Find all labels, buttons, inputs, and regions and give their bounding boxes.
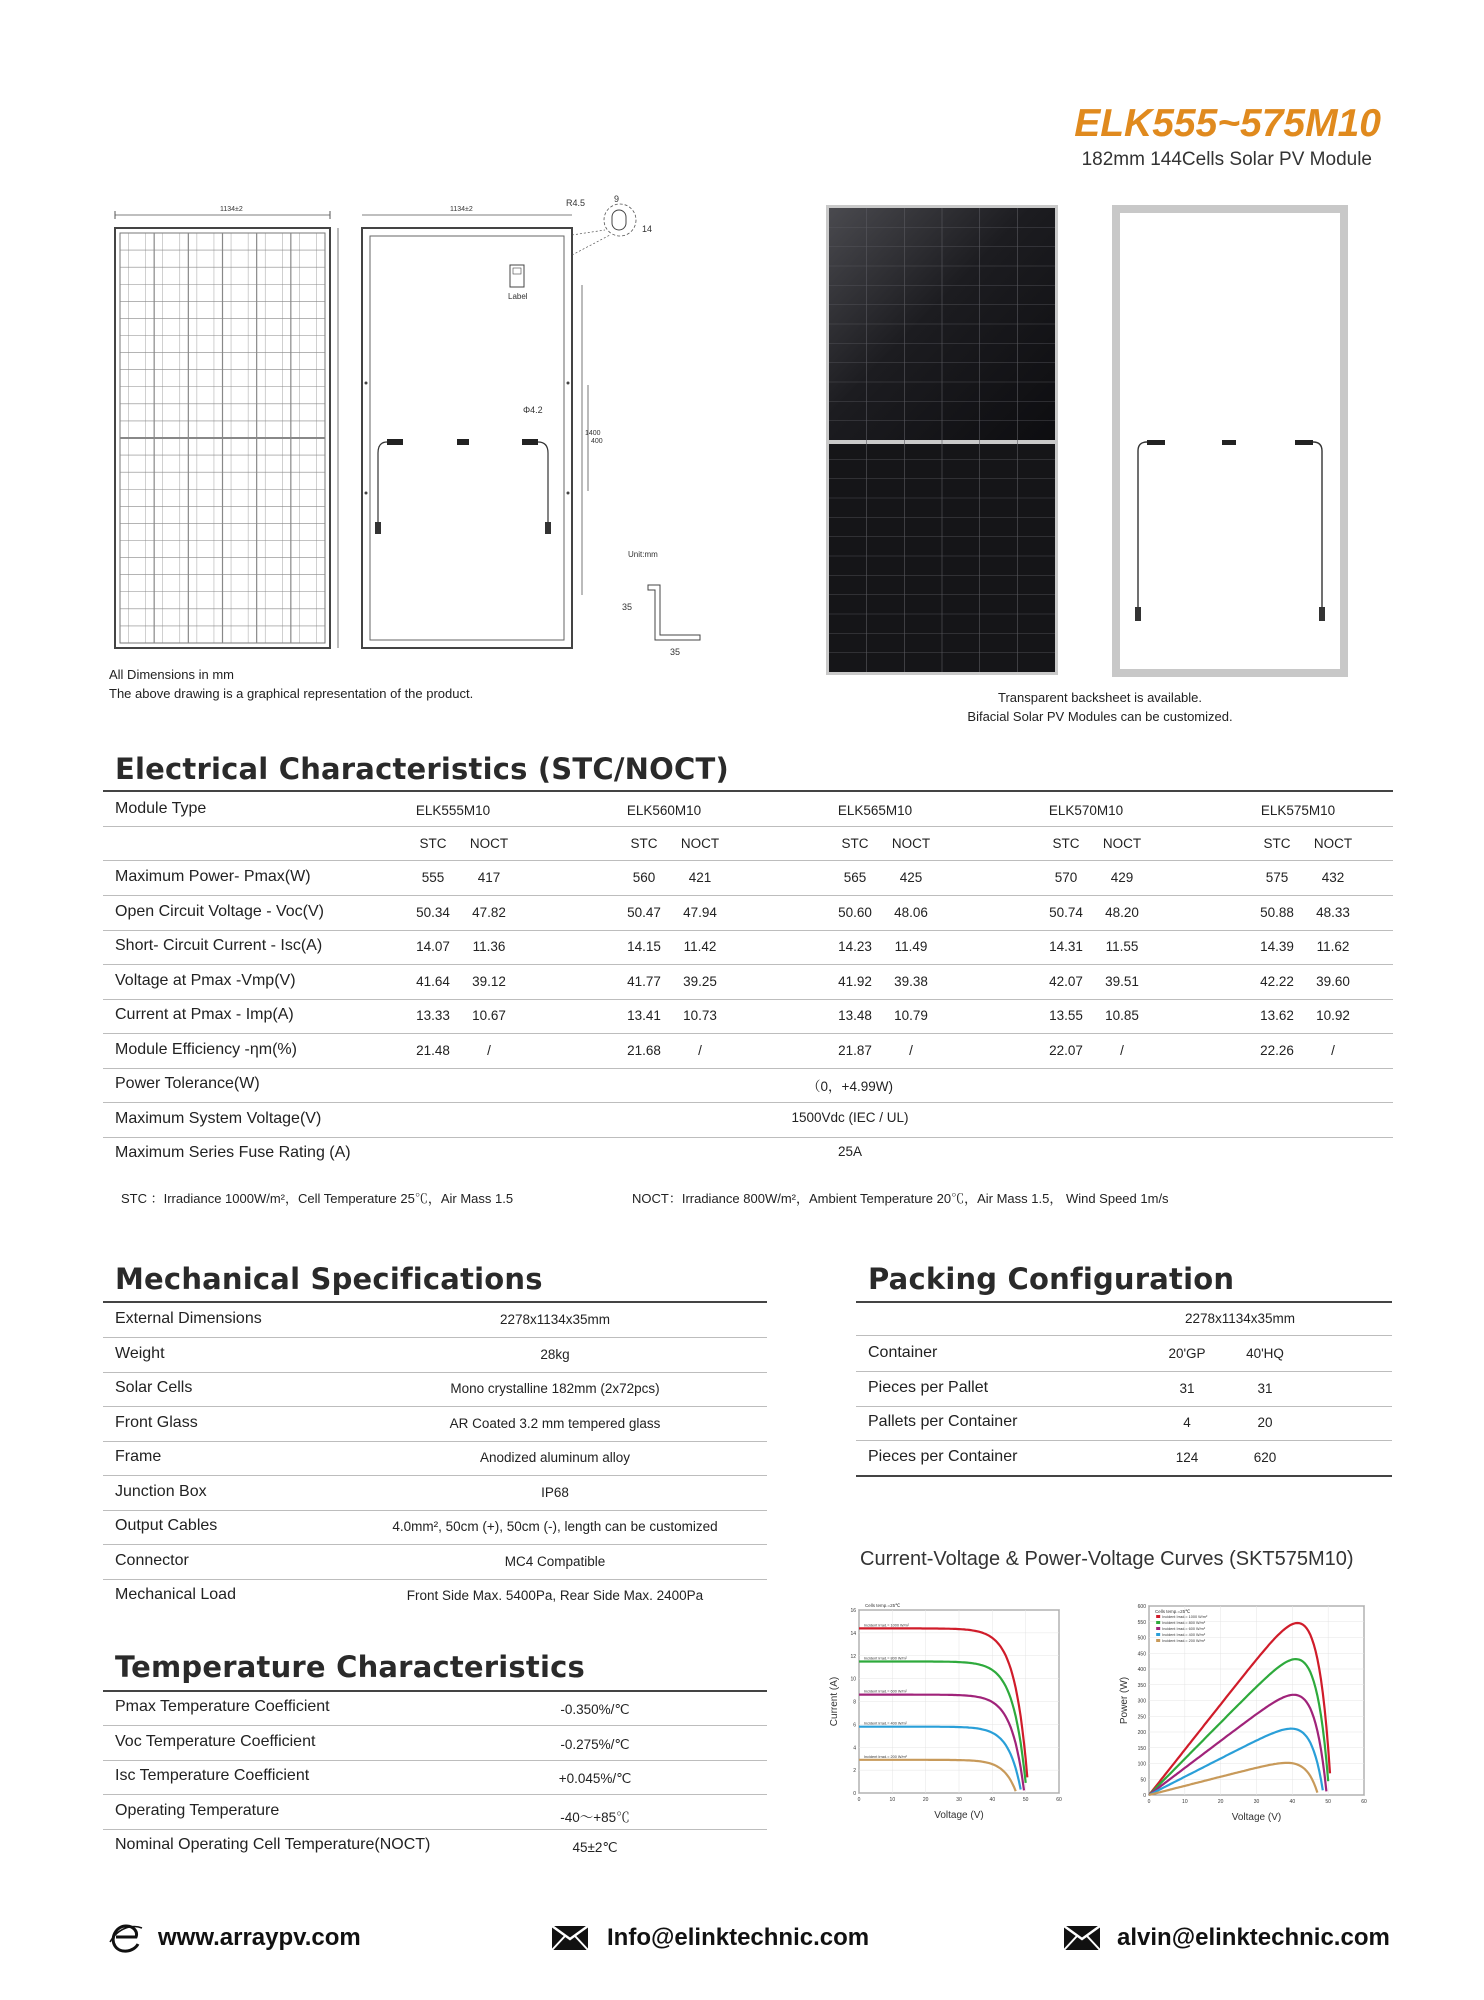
electrical-span-label: Maximum Series Fuse Rating (A) <box>115 1144 351 1161</box>
mechanical-row-label: Mechanical Load <box>115 1586 236 1603</box>
row-rule <box>103 1544 767 1545</box>
module-type-label: Module Type <box>115 800 207 817</box>
stc-header: STC <box>419 836 447 851</box>
packing-row-label: Container <box>868 1344 938 1361</box>
legend-label: Incident Irrad.= 400 W/m² <box>864 1721 907 1726</box>
noct-value: / <box>487 1042 491 1058</box>
stc-value: 41.77 <box>627 973 661 989</box>
stc-value: 13.62 <box>1260 1008 1294 1023</box>
legend-label: Incident Irrad.= 600 W/m² <box>864 1689 907 1694</box>
back-panel-photo <box>1112 205 1348 677</box>
row-rule <box>103 930 1393 931</box>
electrical-row-label: Open Circuit Voltage - Voc(V) <box>115 902 324 920</box>
temperature-row-value: 45±2℃ <box>572 1840 618 1855</box>
stc-value: 21.48 <box>416 1042 450 1058</box>
packing-value-40hq: 20 <box>1257 1415 1273 1430</box>
y-axis-label: Power (W) <box>1119 1676 1130 1725</box>
y-tick-label: 14 <box>850 1630 856 1637</box>
row-rule <box>103 895 1393 896</box>
electrical-span-label: Maximum System Voltage(V) <box>115 1109 322 1127</box>
row-rule <box>103 1137 1393 1138</box>
electrical-span-value: 1500Vdc (IEC / UL) <box>791 1109 909 1125</box>
mechanical-row-label: Frame <box>115 1448 162 1465</box>
stc-value: 21.87 <box>838 1042 872 1058</box>
row-rule <box>856 1371 1392 1372</box>
x-tick-label: 0 <box>1147 1799 1151 1805</box>
row-rule <box>103 964 1393 965</box>
noct-value: / <box>1331 1042 1335 1058</box>
electrical-span-value: 25A <box>837 1144 863 1159</box>
noct-value: 48.33 <box>1316 904 1350 920</box>
mechanical-row-value: 28kg <box>540 1346 570 1362</box>
row-rule <box>103 1068 1393 1069</box>
row-rule <box>103 1579 767 1580</box>
model-name: ELK565M10 <box>837 803 913 818</box>
mechanical-row-label: Front Glass <box>115 1413 198 1431</box>
row-rule <box>856 1440 1392 1441</box>
row-rule <box>103 1372 767 1373</box>
noct-value: / <box>1120 1042 1124 1058</box>
noct-value: 48.20 <box>1105 904 1139 920</box>
stc-value: 14.31 <box>1049 939 1083 954</box>
dim-35a: 35 <box>622 602 633 612</box>
model-name: ELK560M10 <box>626 803 702 818</box>
row-rule <box>103 1441 767 1442</box>
stc-value: 41.64 <box>416 973 450 989</box>
electrical-row-label: Short- Circuit Current - Isc(A) <box>115 937 323 954</box>
back-view-panel <box>362 228 572 648</box>
packing-heading: Packing Configuration <box>868 1262 1235 1296</box>
noct-value: 11.55 <box>1105 939 1139 954</box>
row-rule <box>856 1475 1392 1477</box>
dim-1400: 1400 <box>585 430 601 437</box>
legend-label: Incident Irrad.= 800 W/m² <box>1162 1621 1206 1625</box>
noct-value: / <box>698 1042 702 1058</box>
unit-label: Unit:mm <box>628 550 658 559</box>
photo-note-line-2: Bifacial Solar PV Modules can be customized. <box>967 709 1233 724</box>
temperature-row-label: Nominal Operating Cell Temperature(NOCT) <box>115 1836 431 1853</box>
y-tick-label: 10 <box>850 1676 856 1683</box>
temperature-row-label: Voc Temperature Coefficient <box>115 1732 316 1750</box>
electrical-top-rule <box>103 790 1393 792</box>
noct-value: 48.06 <box>894 904 928 920</box>
stc-conditions-note: STC ：Irradiance 1000W/m²，Cell Temperature 25℃，Air Mass 1.5 <box>121 1191 514 1206</box>
drawing-note-line-2: The above drawing is a graphical representation of the product. <box>109 686 474 701</box>
y-tick-label: 550 <box>1137 1619 1146 1626</box>
stc-value: 14.23 <box>838 939 872 954</box>
noct-value: 39.60 <box>1316 973 1350 989</box>
noct-value: 425 <box>899 870 923 885</box>
row-rule <box>103 826 1393 827</box>
temperature-row-value: -0.275%/℃ <box>560 1736 630 1752</box>
packing-dims: 2278x1134x35mm <box>1184 1311 1296 1326</box>
row-rule <box>103 1033 1393 1034</box>
photo-note-line-1: Transparent backsheet is available. <box>997 690 1203 705</box>
packing-row-label: Pallets per Container <box>868 1413 1018 1430</box>
noct-header: NOCT <box>680 836 720 851</box>
y-tick-label: 600 <box>1137 1604 1146 1610</box>
y-tick-label: 2 <box>853 1768 856 1775</box>
row-rule <box>856 1335 1392 1336</box>
mechanical-row-label: Connector <box>115 1551 189 1569</box>
photo-note <box>900 688 1300 726</box>
stc-value: 555 <box>421 870 445 885</box>
mechanical-row-value: AR Coated 3.2 mm tempered glass <box>449 1415 661 1431</box>
mail-icon-2 <box>1063 1925 1101 1951</box>
temperature-row-label: Pmax Temperature Coefficient <box>115 1698 330 1715</box>
x-tick-label: 30 <box>956 1797 962 1803</box>
stc-value: 13.48 <box>838 1008 872 1023</box>
x-tick-label: 60 <box>1361 1799 1367 1805</box>
temperature-row-label: Operating Temperature <box>115 1801 280 1819</box>
x-tick-label: 0 <box>857 1797 861 1803</box>
width-dim-2: 1134±2 <box>450 206 473 213</box>
stc-header: STC <box>630 836 658 851</box>
stc-value: 13.33 <box>416 1008 450 1023</box>
temperature-row-label: Isc Temperature Coefficient <box>115 1767 310 1784</box>
temperature-annotation: Cells temp.=25℃ <box>865 1603 901 1608</box>
x-tick-label: 40 <box>1289 1799 1296 1805</box>
stc-value: 565 <box>843 870 867 885</box>
noct-value: 10.92 <box>1316 1008 1350 1023</box>
x-axis-label: Voltage (V) <box>934 1810 984 1821</box>
legend-label: Incident Irrad.= 800 W/m² <box>864 1656 907 1661</box>
front-panel-photo <box>826 205 1058 675</box>
stc-value: 50.60 <box>838 904 872 920</box>
row-rule <box>103 1829 767 1830</box>
y-tick-label: 250 <box>1137 1714 1146 1721</box>
model-name: ELK555M10 <box>415 803 491 818</box>
x-tick-label: 40 <box>989 1797 996 1803</box>
label-tag: Label <box>508 292 528 301</box>
stc-value: 42.22 <box>1260 973 1294 989</box>
noct-value: 432 <box>1321 870 1345 885</box>
packing-row-label: Pieces per Container <box>868 1447 1018 1465</box>
x-tick-label: 10 <box>889 1797 896 1803</box>
mechanical-row-value: 2278x1134x35mm <box>499 1312 611 1327</box>
y-tick-label: 100 <box>1137 1761 1146 1768</box>
website-link[interactable]: www.arraypv.com <box>158 1924 361 1951</box>
temperature-row-value: +0.045%/℃ <box>558 1771 632 1786</box>
noct-value: 39.51 <box>1105 973 1139 989</box>
mechanical-row-value: Front Side Max. 5400Pa, Rear Side Max. 2400Pa <box>406 1588 704 1603</box>
noct-value: 417 <box>477 870 501 885</box>
legend-swatch <box>1156 1633 1160 1636</box>
dim-14: 14 <box>642 224 653 234</box>
mechanical-row-label: Weight <box>115 1344 165 1362</box>
legend-swatch <box>1156 1615 1160 1618</box>
y-tick-label: 4 <box>853 1745 856 1752</box>
noct-header: NOCT <box>1102 836 1142 851</box>
stc-value: 41.92 <box>838 973 872 989</box>
legend-label: Incident Irrad.= 1000 W/m² <box>864 1623 910 1628</box>
dim-400: 400 <box>591 438 603 445</box>
packing-value-20gp: 4 <box>1183 1415 1191 1430</box>
electrical-span-value: （0，+4.99W) <box>807 1079 893 1094</box>
width-dim-1: 1134±2 <box>220 206 243 213</box>
legend-label: Incident Irrad.= 1000 W/m² <box>1162 1615 1208 1619</box>
noct-value: 421 <box>688 870 712 885</box>
curves-title: Current-Voltage & Power-Voltage Curves (SKT575M10) <box>860 1548 1354 1570</box>
noct-value: 10.85 <box>1105 1008 1139 1023</box>
phi-dim: Φ4.2 <box>523 405 543 415</box>
y-tick-label: 350 <box>1137 1682 1146 1689</box>
mechanical-row-label: External Dimensions <box>115 1310 262 1327</box>
electrical-row-label: Maximum Power- Pmax(W) <box>115 868 311 885</box>
noct-header: NOCT <box>469 836 509 851</box>
electrical-row-label: Current at Pmax - Imp(A) <box>115 1006 294 1023</box>
y-tick-label: 400 <box>1137 1667 1146 1673</box>
y-tick-label: 12 <box>850 1653 856 1660</box>
stc-value: 50.34 <box>416 904 450 920</box>
web-icon <box>108 1920 144 1956</box>
drawing-note <box>109 665 473 703</box>
x-tick-label: 30 <box>1253 1799 1260 1805</box>
y-tick-label: 200 <box>1137 1730 1146 1736</box>
x-tick-label: 10 <box>1182 1799 1188 1805</box>
packing-top-rule <box>856 1301 1392 1303</box>
stc-value: 50.88 <box>1260 904 1294 920</box>
row-rule <box>103 1510 767 1511</box>
mechanical-row-value: Anodized aluminum alloy <box>479 1450 631 1465</box>
stc-value: 50.74 <box>1049 904 1083 920</box>
row-rule <box>103 1406 767 1407</box>
packing-value-40hq: 620 <box>1253 1449 1277 1465</box>
legend-swatch <box>1156 1621 1160 1624</box>
noct-value: / <box>909 1042 913 1058</box>
noct-value: 10.67 <box>472 1008 506 1023</box>
stc-value: 570 <box>1054 870 1078 885</box>
stc-value: 14.07 <box>416 939 450 954</box>
stc-header: STC <box>1052 836 1080 851</box>
stc-header: STC <box>841 836 869 851</box>
drawing-note-line-1: All Dimensions in mm <box>109 667 234 682</box>
temperature-row-value: -40～+85℃ <box>560 1809 630 1825</box>
stc-value: 13.55 <box>1049 1008 1083 1023</box>
temperature-row-value: -0.350%/℃ <box>560 1702 630 1717</box>
stc-header: STC <box>1263 836 1291 851</box>
legend-swatch <box>1156 1627 1160 1630</box>
packing-value-20gp: 31 <box>1179 1380 1195 1396</box>
noct-value: 11.62 <box>1316 939 1350 954</box>
r45-dim: R4.5 <box>566 198 586 208</box>
x-tick-label: 50 <box>1022 1797 1029 1803</box>
y-tick-label: 8 <box>853 1699 856 1706</box>
packing-value-40hq: 31 <box>1257 1380 1273 1396</box>
legend-label: Incident Irrad.= 600 W/m² <box>1162 1627 1206 1631</box>
stc-value: 13.41 <box>627 1008 661 1023</box>
stc-value: 575 <box>1265 870 1289 885</box>
y-tick-label: 16 <box>850 1608 856 1614</box>
row-rule <box>103 1760 767 1761</box>
noct-value: 11.36 <box>472 939 506 954</box>
stc-value: 50.47 <box>627 904 661 920</box>
row-rule <box>103 860 1393 861</box>
noct-value: 39.38 <box>894 973 928 989</box>
noct-value: 11.42 <box>683 939 717 954</box>
stc-value: 560 <box>632 870 656 885</box>
row-rule <box>103 1725 767 1726</box>
y-tick-label: 300 <box>1137 1698 1146 1705</box>
legend-label: Incident Irrad.= 200 W/m² <box>1162 1639 1206 1643</box>
stc-value: 22.07 <box>1049 1042 1083 1058</box>
row-rule <box>103 999 1393 1000</box>
y-tick-label: 0 <box>1143 1793 1146 1799</box>
dim-35b: 35 <box>670 647 681 657</box>
row-rule <box>856 1406 1392 1407</box>
product-title: ELK555~575M10 <box>1074 102 1381 145</box>
stc-value: 42.07 <box>1049 973 1083 989</box>
x-tick-label: 60 <box>1056 1797 1062 1803</box>
mechanical-row-value: MC4 Compatible <box>504 1553 606 1569</box>
legend-swatch <box>1156 1639 1160 1642</box>
noct-header: NOCT <box>1313 836 1353 851</box>
noct-value: 47.82 <box>472 904 506 920</box>
mechanical-row-value: 4.0mm², 50cm (+), 50cm (-), length can be customized <box>392 1519 718 1534</box>
temperature-top-rule <box>103 1690 767 1692</box>
mail-icon <box>551 1925 589 1951</box>
mechanical-row-label: Solar Cells <box>115 1379 193 1396</box>
iv-curve-chart <box>826 1592 1094 1824</box>
mechanical-heading: Mechanical Specifications <box>115 1262 543 1296</box>
stc-value: 14.39 <box>1260 939 1294 954</box>
noct-value: 39.25 <box>683 973 717 989</box>
x-axis-label: Voltage (V) <box>1231 1812 1282 1823</box>
mechanical-row-value: Mono crystalline 182mm (2x72pcs) <box>450 1381 660 1396</box>
noct-header: NOCT <box>891 836 931 851</box>
row-rule <box>103 1337 767 1338</box>
y-tick-label: 6 <box>853 1722 856 1729</box>
noct-value: 11.49 <box>894 939 928 954</box>
y-axis-label: Current (A) <box>829 1676 840 1727</box>
stc-value: 21.68 <box>627 1042 661 1058</box>
legend-label: Incident Irrad.= 200 W/m² <box>864 1754 907 1759</box>
packing-value-20gp: 124 <box>1175 1449 1199 1465</box>
x-tick-label: 50 <box>1325 1799 1331 1805</box>
packing-row-label: Pieces per Pallet <box>868 1378 989 1396</box>
y-tick-label: 0 <box>853 1791 856 1797</box>
noct-value: 429 <box>1110 870 1134 885</box>
email-alvin-link[interactable]: alvin@elinktechnic.com <box>1117 1924 1390 1951</box>
y-tick-label: 500 <box>1137 1635 1146 1642</box>
dim-9: 9 <box>614 195 620 204</box>
y-tick-label: 150 <box>1137 1745 1146 1752</box>
electrical-span-label: Power Tolerance(W) <box>115 1075 260 1092</box>
packing-value-40hq: 40'HQ <box>1246 1346 1284 1361</box>
electrical-row-label: Module Efficiency -ηm(%) <box>115 1040 297 1058</box>
mechanical-row-label: Junction Box <box>115 1482 207 1500</box>
x-tick-label: 20 <box>922 1797 929 1803</box>
stc-value: 14.15 <box>627 939 661 954</box>
row-rule <box>103 1794 767 1795</box>
packing-value-20gp: 20'GP <box>1168 1346 1206 1361</box>
temperature-heading: Temperature Characteristics <box>115 1650 585 1684</box>
noct-value: 47.94 <box>683 904 717 920</box>
legend-label: Incident Irrad.= 400 W/m² <box>1162 1633 1206 1637</box>
row-rule <box>103 1475 767 1476</box>
y-tick-label: 450 <box>1137 1651 1146 1658</box>
technical-drawing <box>100 195 720 665</box>
mechanical-row-label: Output Cables <box>115 1517 218 1534</box>
email-info-link[interactable]: Info@elinktechnic.com <box>607 1924 870 1951</box>
noct-value: 39.12 <box>472 973 506 989</box>
electrical-heading: Electrical Characteristics (STC/NOCT) <box>115 752 729 786</box>
front-view-panel <box>115 228 330 648</box>
product-subtitle: 182mm 144Cells Solar PV Module <box>1081 149 1372 170</box>
model-name: ELK570M10 <box>1048 803 1124 818</box>
noct-value: 10.79 <box>894 1008 928 1023</box>
x-tick-label: 20 <box>1217 1799 1224 1805</box>
noct-conditions-note: NOCT：Irradiance 800W/m²，Ambient Temperature 20℃，Air Mass 1.5， Wind Speed 1m/s <box>632 1191 1169 1206</box>
y-tick-label: 50 <box>1140 1777 1146 1784</box>
row-rule <box>103 1102 1393 1103</box>
stc-value: 22.26 <box>1260 1042 1294 1058</box>
mechanical-row-value: IP68 <box>541 1484 569 1500</box>
pv-curve-chart <box>1115 1592 1405 1828</box>
model-name: ELK575M10 <box>1260 803 1336 818</box>
mechanical-top-rule <box>103 1301 767 1303</box>
noct-value: 10.73 <box>683 1008 717 1023</box>
temperature-annotation: Cells temp.=25℃ <box>1155 1609 1191 1614</box>
electrical-row-label: Voltage at Pmax -Vmp(V) <box>115 971 296 989</box>
